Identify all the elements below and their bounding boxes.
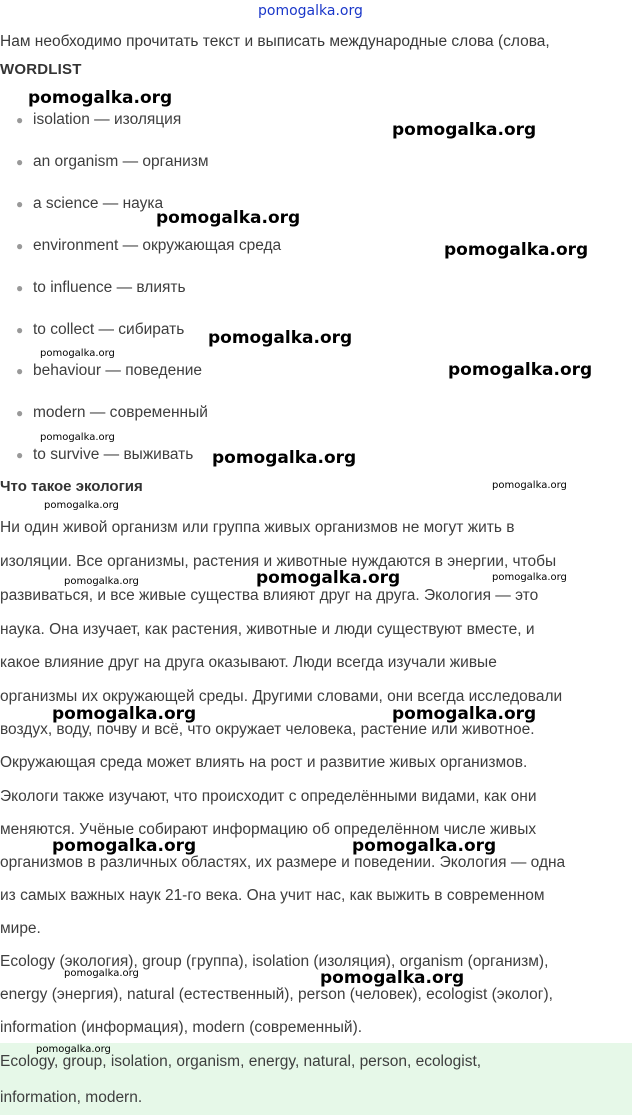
wordlist-item bbox=[16, 195, 163, 213]
watermark: pomogalka.org bbox=[52, 836, 197, 856]
wordlist-item-text: to survive — выживать bbox=[33, 446, 194, 463]
wordlist-item bbox=[16, 237, 281, 255]
paragraph-line: Окружающая среда может влиять на рост и развитие живых организмов. bbox=[0, 754, 528, 771]
bullet-icon: ● bbox=[16, 113, 24, 127]
wordlist-item-text: environment — окружающая среда bbox=[33, 237, 282, 254]
wordlist-item bbox=[16, 279, 186, 297]
watermark: pomogalka.org bbox=[448, 360, 593, 380]
wordlist-title: WORDLIST bbox=[0, 61, 82, 78]
wordlist-item-text: isolation — изоляция bbox=[33, 111, 182, 128]
wordlist-item-text: a science — наука bbox=[33, 195, 164, 212]
watermark: pomogalka.org bbox=[256, 568, 401, 588]
bullet-icon: ● bbox=[16, 323, 24, 337]
watermark: pomogalka.org bbox=[392, 704, 537, 724]
section-title: Что такое экология bbox=[0, 478, 143, 495]
paragraph-line: мире. bbox=[0, 920, 41, 937]
watermark: pomogalka.org bbox=[36, 1044, 111, 1055]
paragraph-line: воздух, воду, почву и всё, что окружает человека, растение или животное. bbox=[0, 721, 535, 738]
watermark: pomogalka.org bbox=[40, 348, 115, 359]
translation-line: Ecology (экология), group (группа), isolation (изоляция), organism (организм), bbox=[0, 953, 549, 970]
paragraph-line: организмов в различных областях, их размере и поведении. Экология — одна bbox=[0, 854, 566, 871]
bullet-icon: ● bbox=[16, 364, 24, 378]
wordlist-item bbox=[16, 321, 184, 339]
watermark: pomogalka.org bbox=[64, 968, 139, 979]
bullet-icon: ● bbox=[16, 448, 24, 462]
translation-line: energy (энергия), natural (естественный), person (человек), ecologist (эколог), bbox=[0, 986, 553, 1003]
wordlist-item bbox=[16, 111, 181, 129]
bullet-icon: ● bbox=[16, 197, 24, 211]
intro-text: Нам необходимо прочитать текст и выписать международные слова (слова, bbox=[0, 33, 550, 50]
bullet-icon: ● bbox=[16, 281, 24, 295]
top-watermark: pomogalka.org bbox=[258, 3, 363, 19]
wordlist-item bbox=[16, 446, 193, 464]
paragraph-line: Экологи также изучают, что происходит с определёнными видами, как они bbox=[0, 788, 537, 805]
paragraph-line: Ни один живой организм или группа живых организмов не могут жить в bbox=[0, 519, 515, 536]
watermark: pomogalka.org bbox=[64, 576, 139, 587]
watermark: pomogalka.org bbox=[212, 448, 357, 468]
watermark: pomogalka.org bbox=[40, 432, 115, 443]
paragraph-line: меняются. Учёные собирают информацию об определённом числе живых bbox=[0, 821, 537, 838]
watermark: pomogalka.org bbox=[208, 328, 353, 348]
bullet-icon: ● bbox=[16, 406, 24, 420]
bullet-icon: ● bbox=[16, 155, 24, 169]
paragraph-line: развиваться, и все живые существа влияют друг на друга. Экология — это bbox=[0, 587, 539, 604]
wordlist-item-text: to influence — влиять bbox=[33, 279, 186, 296]
watermark: pomogalka.org bbox=[156, 208, 301, 228]
watermark: pomogalka.org bbox=[52, 704, 197, 724]
watermark: pomogalka.org bbox=[392, 120, 537, 140]
wordlist-item-text: behaviour — поведение bbox=[33, 362, 203, 379]
translation-line: information (информация), modern (современный). bbox=[0, 1019, 363, 1036]
wordlist-item bbox=[16, 404, 208, 422]
paragraph-line: наука. Она изучает, как растения, животные и люди существуют вместе, и bbox=[0, 621, 535, 638]
watermark: pomogalka.org bbox=[28, 88, 173, 108]
watermark: pomogalka.org bbox=[352, 836, 497, 856]
paragraph-line: изоляции. Все организмы, растения и животные нуждаются в энергии, чтобы bbox=[0, 553, 557, 570]
paragraph-line: какое влияние друг на друга оказывают. Люди всегда изучали живые bbox=[0, 654, 497, 671]
wordlist-item bbox=[16, 362, 202, 380]
paragraph-line: из самых важных наук 21-го века. Она учит нас, как выжить в современном bbox=[0, 887, 545, 904]
answer-line: information, modern. bbox=[0, 1089, 143, 1106]
wordlist-item bbox=[16, 153, 209, 171]
wordlist-item-text: to collect — сибирать bbox=[33, 321, 185, 338]
paragraph-line: организмы их окружающей среды. Другими словами, они всегда исследовали bbox=[0, 688, 563, 705]
wordlist-item-text: modern — современный bbox=[33, 404, 208, 421]
watermark: pomogalka.org bbox=[492, 480, 567, 491]
answer-line: Ecology, group, isolation, organism, energy, natural, person, ecologist, bbox=[0, 1053, 482, 1070]
watermark: pomogalka.org bbox=[320, 968, 465, 988]
watermark: pomogalka.org bbox=[444, 240, 589, 260]
wordlist-item-text: an organism — организм bbox=[33, 153, 209, 170]
watermark: pomogalka.org bbox=[44, 500, 119, 511]
bullet-icon: ● bbox=[16, 239, 24, 253]
watermark: pomogalka.org bbox=[492, 572, 567, 583]
